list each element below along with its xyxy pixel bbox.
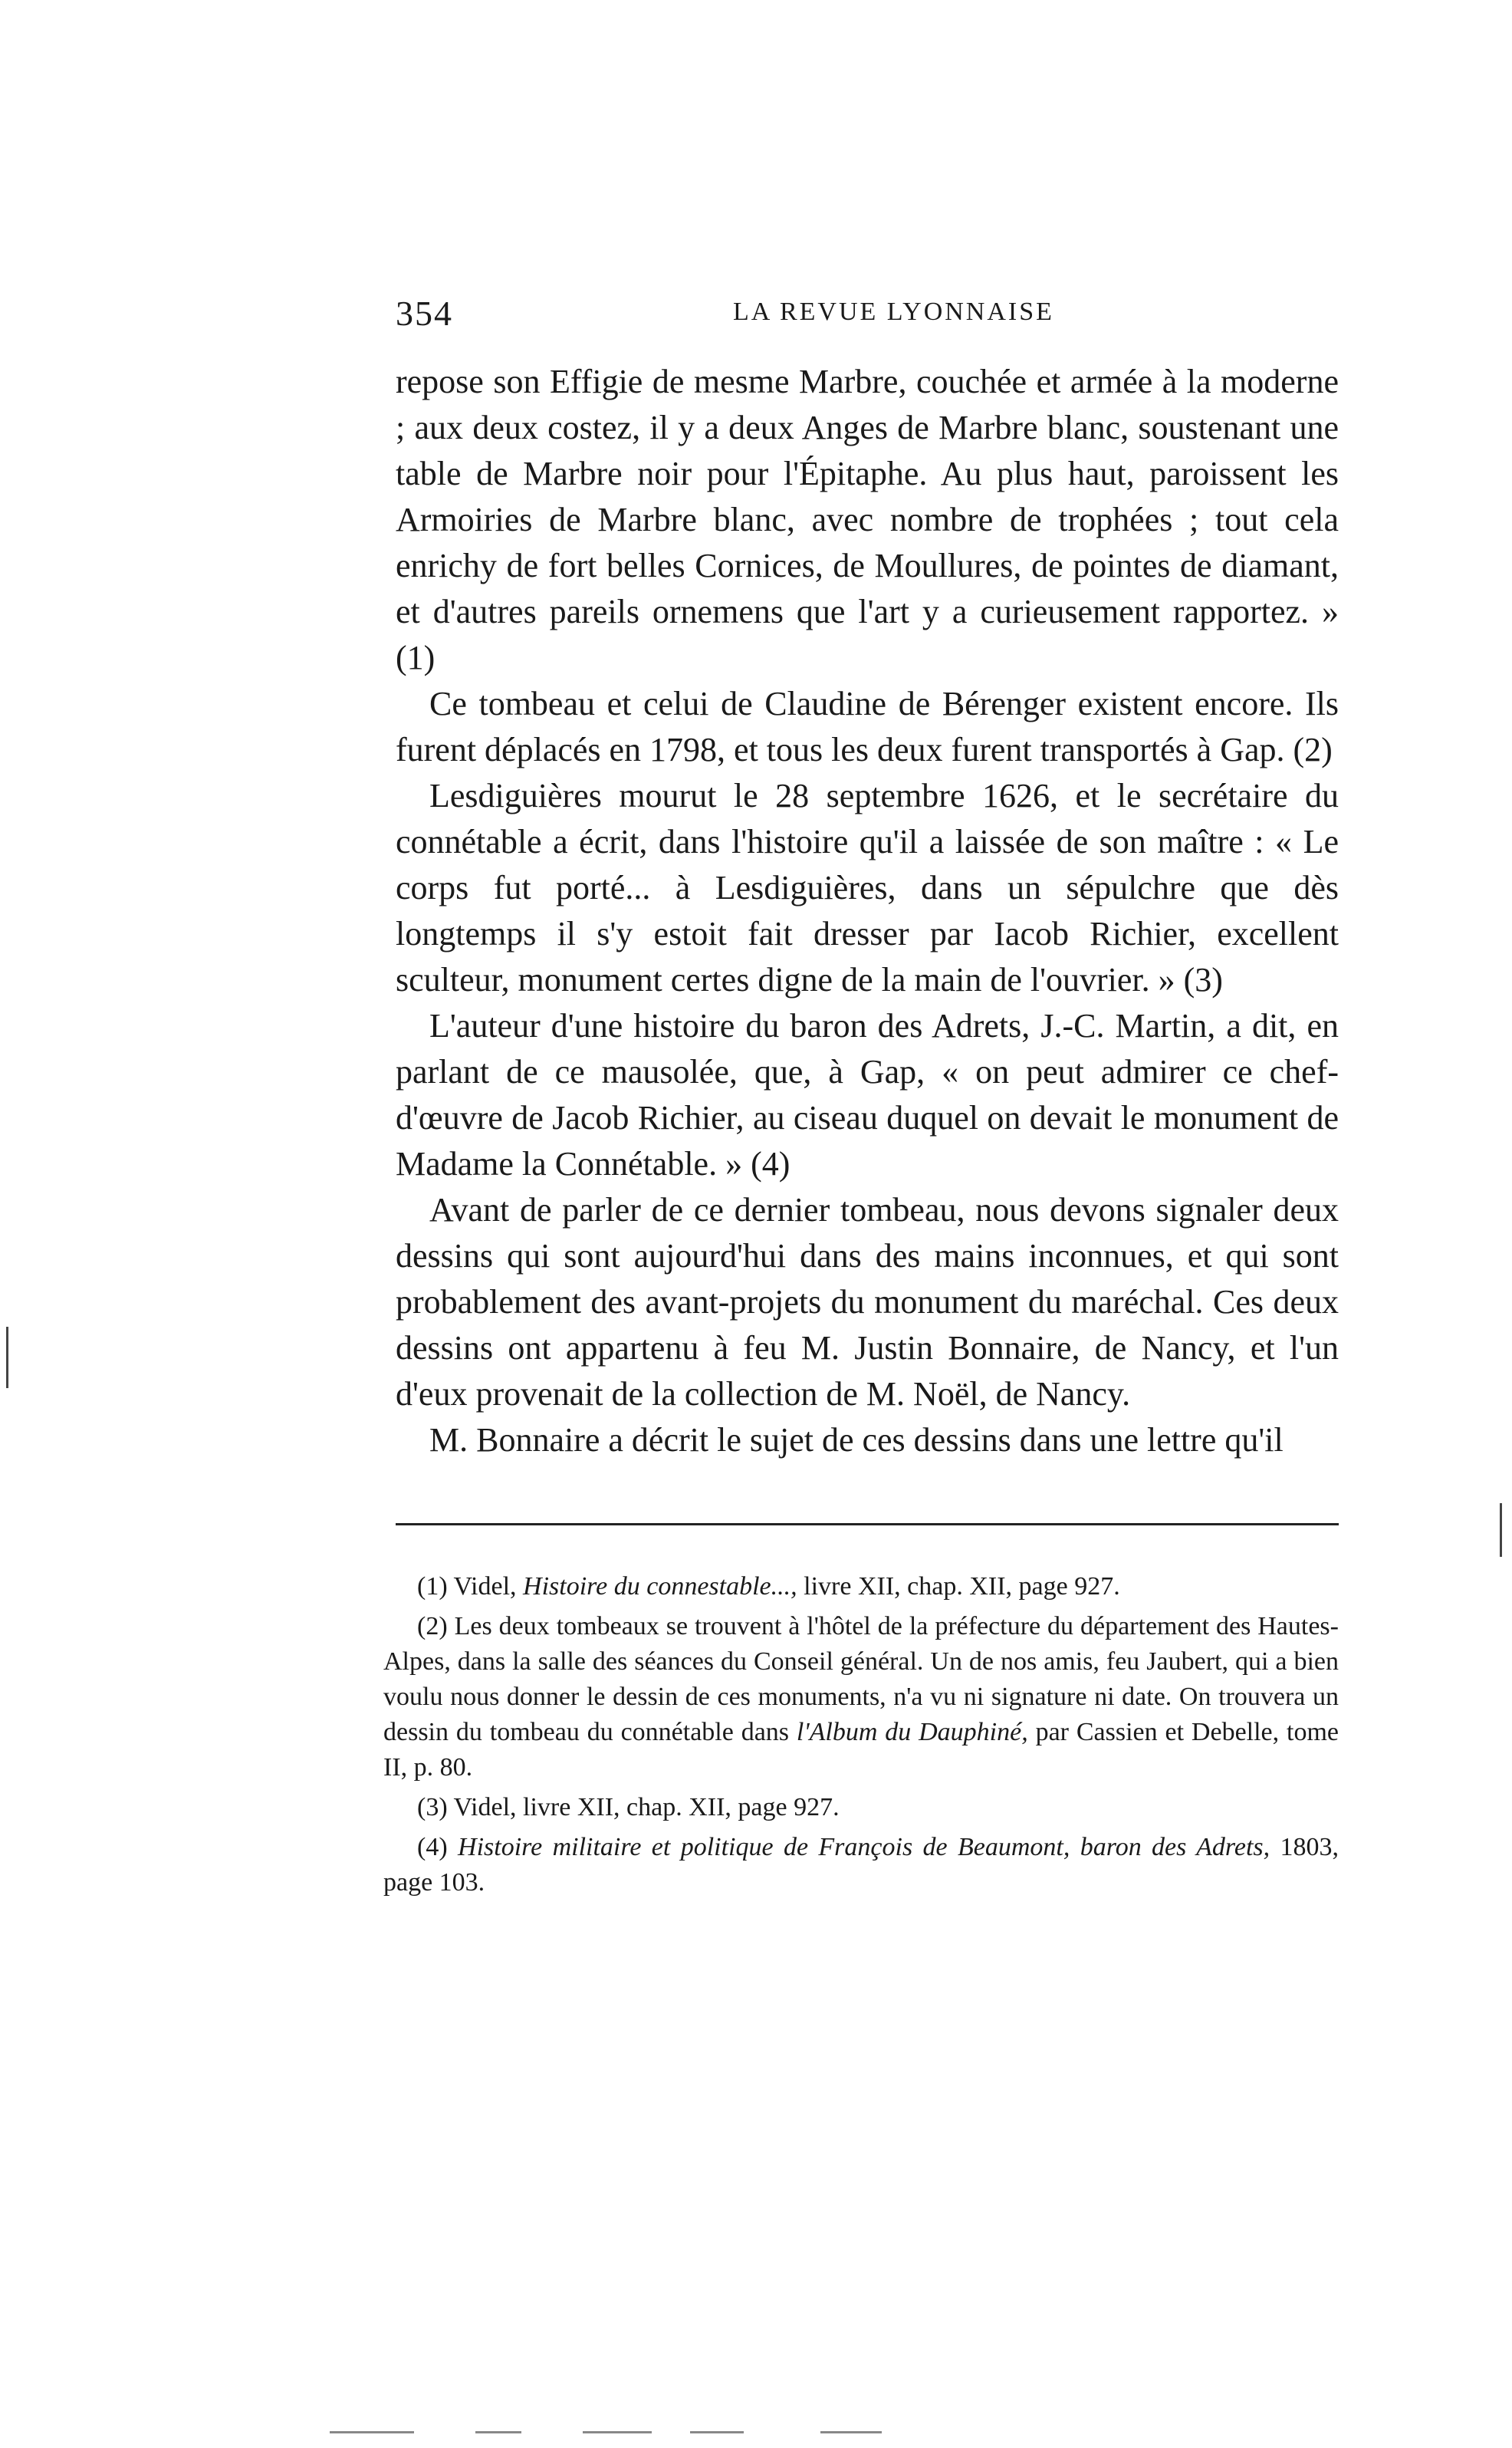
footnote-2 [383, 1609, 1339, 1785]
paragraph: Lesdiguières mourut le 28 septembre 1626, et le secrétaire du connétable a écrit, dans l'histoire qu'il a laissée de son maître : « Le corps fut porté... à Lesdiguières, dans un sépulchre que dès longtemps il s'y estoit fait dresser par Iacob Richier, excellent sculteur, monument certes digne de la main de l'ouvrier. » (3) [396, 777, 1339, 999]
footnote-rule [396, 1523, 1339, 1525]
footnote-number: (1) [417, 1572, 448, 1601]
footnote-text: livre XII, chap. XII, page 927. [804, 1572, 1120, 1601]
paragraph: Avant de parler de ce dernier tombeau, nous devons signaler deux dessins qui sont aujourd'hui dans des mains inconnues, et qui sont probablement des avant-projets du monument du maréchal. Ces deux dessins ont appartenu à feu M. Justin Bonnaire, de Nancy, et l'un d'eux provenait de la collection de M. Noël, de Nancy. [396, 1191, 1339, 1413]
paragraph: M. Bonnaire a décrit le sujet de ces dessins dans une lettre qu'il [429, 1421, 1284, 1459]
running-head [396, 293, 1339, 339]
footnote-text: par Cassien et Debelle, tome II, p. 80. [383, 1718, 1339, 1782]
footnote-number: (2) [417, 1612, 448, 1640]
paragraph: Ce tombeau et celui de Claudine de Bérenger existent encore. Ils furent déplacés en 1798, et tous les deux furent transportés à Gap. (2) [396, 685, 1339, 768]
footnote-number: (4) [417, 1833, 448, 1861]
footnote-number: (3) [417, 1793, 448, 1821]
footnotes [383, 1569, 1339, 1905]
scan-bottom-marks [330, 2431, 1250, 2436]
scan-mark [330, 2431, 414, 2433]
footnote-text: 1803, page 103. [383, 1833, 1339, 1897]
scan-edge-mark [6, 1327, 8, 1388]
scan-mark [475, 2431, 521, 2433]
scan-mark [583, 2431, 652, 2433]
footnote-title: l'Album du Dauphiné, [796, 1718, 1028, 1746]
scan-mark [690, 2431, 744, 2433]
footnote-text: Videl, [453, 1572, 517, 1601]
body-text [396, 359, 1339, 1463]
paragraph: repose son Effigie de mesme Marbre, couchée et armée à la moderne ; aux deux costez, il y a deux Anges de Marbre blanc, soustenant une table de Marbre noir pour l'Épitaphe. Au plus haut, paroissent les Armoiries de Marbre blanc, avec nombre de trophées ; tout cela enrichy de fort belles Cornices, de Moullures, de pointes de diamant, et d'autres pareils ornemens que l'art y a curieusement rapportez. » (1) [396, 363, 1339, 676]
footnote-1 [383, 1569, 1339, 1604]
journal-title: LA REVUE LYONNAISE [733, 298, 1054, 326]
footnote-title: Histoire militaire et politique de François de Beaumont, baron des Adrets, [458, 1833, 1270, 1861]
footnote-3 [383, 1790, 1339, 1825]
footnote-title: Histoire du connestable..., [523, 1572, 797, 1601]
page-number: 354 [396, 294, 453, 333]
footnote-4 [383, 1830, 1339, 1900]
scan-mark [820, 2431, 882, 2433]
footnote-text: Les deux tombeaux se trouvent à l'hôtel de la préfecture du département des Hautes-Alpes, dans la salle des séances du Conseil général. Un de nos amis, feu Jaubert, qui a bien voulu nous donner le dessin de ces monuments, n'a vu ni signature ni date. On trouvera un dessin du tombeau du connétable dans [383, 1612, 1339, 1746]
scan-edge-mark [1500, 1503, 1502, 1557]
paragraph: L'auteur d'une histoire du baron des Adrets, J.-C. Martin, a dit, en parlant de ce mausolée, que, à Gap, « on peut admirer ce chef-d'œuvre de Jacob Richier, au ciseau duquel on devait le monument de Madame la Connétable. » (4) [396, 1007, 1339, 1183]
footnote-text: Videl, livre XII, chap. XII, page 927. [453, 1793, 840, 1821]
